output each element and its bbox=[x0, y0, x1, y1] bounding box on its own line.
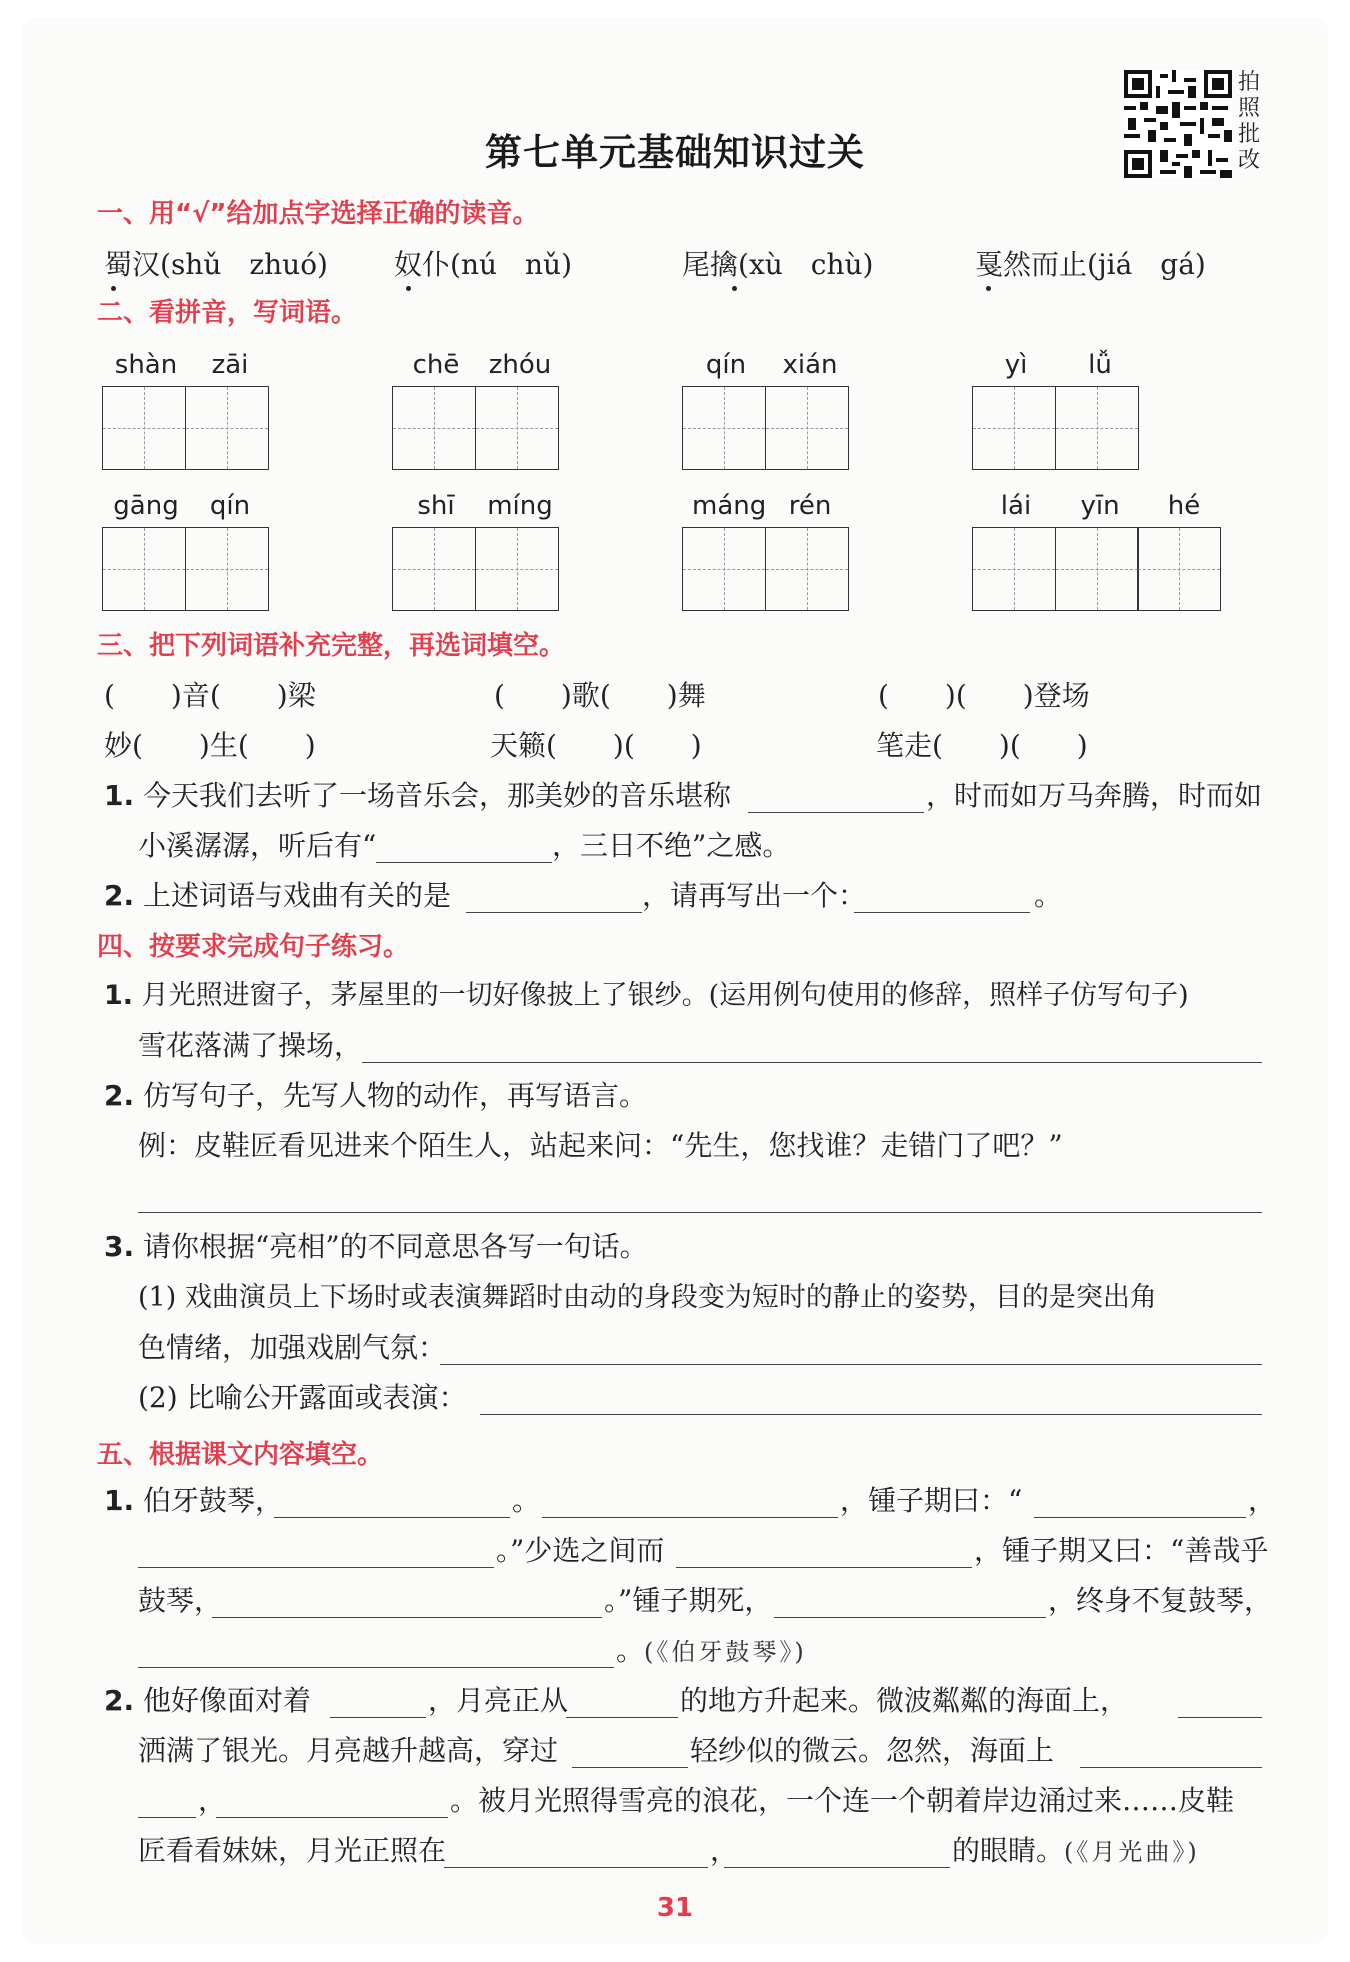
s3-question-1-text: ，时而如万马奔腾，时而如 bbox=[926, 779, 1263, 812]
s5-q2-text: ，月亮正从 bbox=[428, 1684, 569, 1717]
section-2-heading: 二、看拼音，写词语。 bbox=[97, 298, 358, 328]
pinyin-label: shī bbox=[417, 491, 455, 521]
answer-blank[interactable] bbox=[854, 912, 1030, 913]
s3-question-2-text: ，请再写出一个： bbox=[642, 879, 867, 912]
s5-q1-text: ，锺子期曰：“ bbox=[840, 1484, 1023, 1517]
answer-blank[interactable] bbox=[542, 1517, 838, 1518]
fill-word[interactable]: 天籁( )( ) bbox=[490, 729, 702, 762]
answer-blank[interactable] bbox=[724, 1867, 950, 1868]
pinyin-label: hé bbox=[1167, 491, 1201, 521]
s5-question-2: 2. 他好像面对着 bbox=[104, 1684, 312, 1717]
pinyin-label: máng bbox=[692, 491, 767, 521]
s4-question-1-prompt: 雪花落满了操场， bbox=[138, 1029, 363, 1062]
s5-q1-text: 鼓琴， bbox=[138, 1584, 223, 1617]
emphasis-dot bbox=[111, 286, 116, 291]
answer-line[interactable] bbox=[138, 1212, 1262, 1213]
s4-question-3-part1-end: 色情绪，加强戏剧气氛： bbox=[138, 1331, 447, 1364]
emphasis-dot bbox=[732, 286, 737, 291]
s5-q1-text: 。”少选之间而 bbox=[496, 1534, 665, 1567]
section-3-heading: 三、把下列词语补充完整，再选词填空。 bbox=[97, 631, 566, 661]
answer-blank[interactable] bbox=[212, 1617, 602, 1618]
s1-item-1[interactable]: 蜀汉(shǔ zhuó) bbox=[104, 248, 328, 281]
page-title: 第七单元基础知识过关 bbox=[485, 131, 865, 174]
s3-question-2-end: 。 bbox=[1034, 879, 1063, 912]
s5-q2-text: ， bbox=[710, 1834, 739, 1867]
writing-grid[interactable] bbox=[392, 527, 557, 611]
answer-blank[interactable] bbox=[274, 1517, 510, 1518]
s5-q2-text: 轻纱似的微云。忽然，海面上 bbox=[690, 1734, 1055, 1767]
fill-word[interactable]: ( )歌( )舞 bbox=[494, 679, 706, 712]
s3-question-2: 2. 上述词语与戏曲有关的是 bbox=[104, 879, 452, 912]
writing-grid[interactable] bbox=[972, 386, 1137, 470]
writing-grid[interactable] bbox=[102, 386, 267, 470]
pinyin-label: chē bbox=[412, 350, 460, 380]
writing-grid[interactable] bbox=[972, 527, 1220, 611]
fill-word[interactable]: ( )音( )梁 bbox=[104, 679, 316, 712]
answer-blank[interactable] bbox=[466, 912, 642, 913]
s4-question-2: 2. 仿写句子，先写人物的动作，再写语言。 bbox=[104, 1079, 648, 1112]
answer-blank[interactable] bbox=[1080, 1767, 1262, 1768]
s5-q2-text: ， bbox=[198, 1784, 227, 1817]
s3-question-1-line1: 1. 今天我们去听了一场音乐会，那美妙的音乐堪称 bbox=[104, 779, 732, 812]
pinyin-label: yì bbox=[1004, 350, 1028, 380]
s4-question-3-part2: (2) 比喻公开露面或表演： bbox=[138, 1381, 467, 1414]
s1-item-2[interactable]: 奴仆(nú nǔ) bbox=[394, 248, 572, 281]
page-number: 31 bbox=[656, 1893, 694, 1923]
pinyin-label: zhóu bbox=[488, 350, 552, 380]
pinyin-label: shàn bbox=[114, 350, 178, 380]
fill-word[interactable]: 笔走( )( ) bbox=[876, 729, 1088, 762]
s3-question-1-line2: 小溪潺潺，听后有“ bbox=[138, 829, 377, 862]
s5-q1-text: ，终身不复鼓琴， bbox=[1048, 1584, 1273, 1617]
s5-q1-text: ，锺子期又曰：“善哉乎 bbox=[974, 1534, 1269, 1567]
s5-q1-text: 。”锺子期死， bbox=[604, 1584, 773, 1617]
answer-blank[interactable] bbox=[566, 1717, 678, 1718]
s3-question-1-text: ，三日不绝”之感。 bbox=[552, 829, 791, 862]
answer-blank[interactable] bbox=[572, 1767, 688, 1768]
s5-q2-text: 匠看看妹妹，月光正照在 bbox=[138, 1834, 447, 1867]
writing-grid[interactable] bbox=[102, 527, 267, 611]
s1-item-4[interactable]: 戛然而止(jiá gá) bbox=[975, 248, 1206, 281]
s5-question-1: 1. 伯牙鼓琴， bbox=[104, 1484, 284, 1517]
pinyin-label: xián bbox=[782, 350, 838, 380]
section-5-heading: 五、根据课文内容填空。 bbox=[97, 1440, 384, 1470]
pinyin-label: rén bbox=[788, 491, 832, 521]
qr-code[interactable] bbox=[1124, 70, 1232, 178]
writing-grid[interactable] bbox=[392, 386, 557, 470]
s5-q2-end: 的眼睛。(《月光曲》) bbox=[952, 1834, 1200, 1867]
answer-blank[interactable] bbox=[444, 1867, 708, 1868]
emphasis-dot bbox=[986, 286, 991, 291]
s4-question-2-example: 例：皮鞋匠看见进来个陌生人，站起来问：“先生，您找谁？走错门了吧？” bbox=[138, 1129, 1063, 1162]
pinyin-label: míng bbox=[487, 491, 553, 521]
pinyin-label: qín bbox=[209, 491, 251, 521]
answer-blank[interactable] bbox=[376, 862, 552, 863]
s5-q1-text: 。 bbox=[512, 1484, 541, 1517]
s5-q2-text: 。被月光照得雪亮的浪花，一个连一个朝着岸边涌过来……皮鞋 bbox=[450, 1784, 1235, 1817]
pinyin-label: qín bbox=[705, 350, 747, 380]
s4-question-3: 3. 请你根据“亮相”的不同意思各写一句话。 bbox=[104, 1230, 648, 1263]
answer-blank[interactable] bbox=[216, 1817, 448, 1818]
pinyin-label: zāi bbox=[211, 350, 249, 380]
pinyin-label: gāng bbox=[113, 491, 179, 521]
answer-blank[interactable] bbox=[330, 1717, 426, 1718]
section-4-heading: 四、按要求完成句子练习。 bbox=[97, 932, 410, 962]
s1-item-3[interactable]: 尾擒(xù chù) bbox=[682, 248, 874, 281]
s5-q1-end: 。(《伯牙鼓琴》) bbox=[616, 1634, 807, 1667]
answer-line[interactable] bbox=[480, 1414, 1262, 1415]
qr-caption: 拍 照 批 改 bbox=[1238, 70, 1261, 173]
fill-word[interactable]: 妙( )生( ) bbox=[104, 729, 316, 762]
fill-word[interactable]: ( )( )登场 bbox=[878, 679, 1090, 712]
answer-blank[interactable] bbox=[1178, 1717, 1262, 1718]
pinyin-label: yīn bbox=[1080, 491, 1120, 521]
s5-q2-text: 的地方升起来。微波粼粼的海面上， bbox=[680, 1684, 1129, 1717]
answer-blank[interactable] bbox=[748, 812, 924, 813]
answer-blank[interactable] bbox=[774, 1617, 1046, 1618]
pinyin-label: lái bbox=[1000, 491, 1032, 521]
answer-blank[interactable] bbox=[138, 1817, 196, 1818]
answer-blank[interactable] bbox=[1034, 1517, 1246, 1518]
s4-question-3-part1: (1) 戏曲演员上下场时或表演舞蹈时由动的身段变为短时的静止的姿势，目的是突出角 bbox=[138, 1282, 1157, 1313]
writing-grid[interactable] bbox=[682, 527, 847, 611]
answer-blank[interactable] bbox=[138, 1667, 614, 1668]
s4-question-1: 1. 月光照进窗子，茅屋里的一切好像披上了银纱。(运用例句使用的修辞，照样子仿写句子) bbox=[104, 980, 1189, 1011]
answer-line[interactable] bbox=[440, 1364, 1262, 1365]
answer-line[interactable] bbox=[362, 1062, 1262, 1063]
answer-blank[interactable] bbox=[676, 1567, 972, 1568]
writing-grid[interactable] bbox=[682, 386, 847, 470]
s5-q2-text: 洒满了银光。月亮越升越高，穿过 bbox=[138, 1734, 559, 1767]
pinyin-label: lǚ bbox=[1088, 350, 1112, 380]
s5-q1-text: ， bbox=[1248, 1484, 1277, 1517]
emphasis-dot bbox=[406, 286, 411, 291]
answer-blank[interactable] bbox=[138, 1567, 494, 1568]
section-1-heading: 一、用“√”给加点字选择正确的读音。 bbox=[97, 199, 539, 229]
